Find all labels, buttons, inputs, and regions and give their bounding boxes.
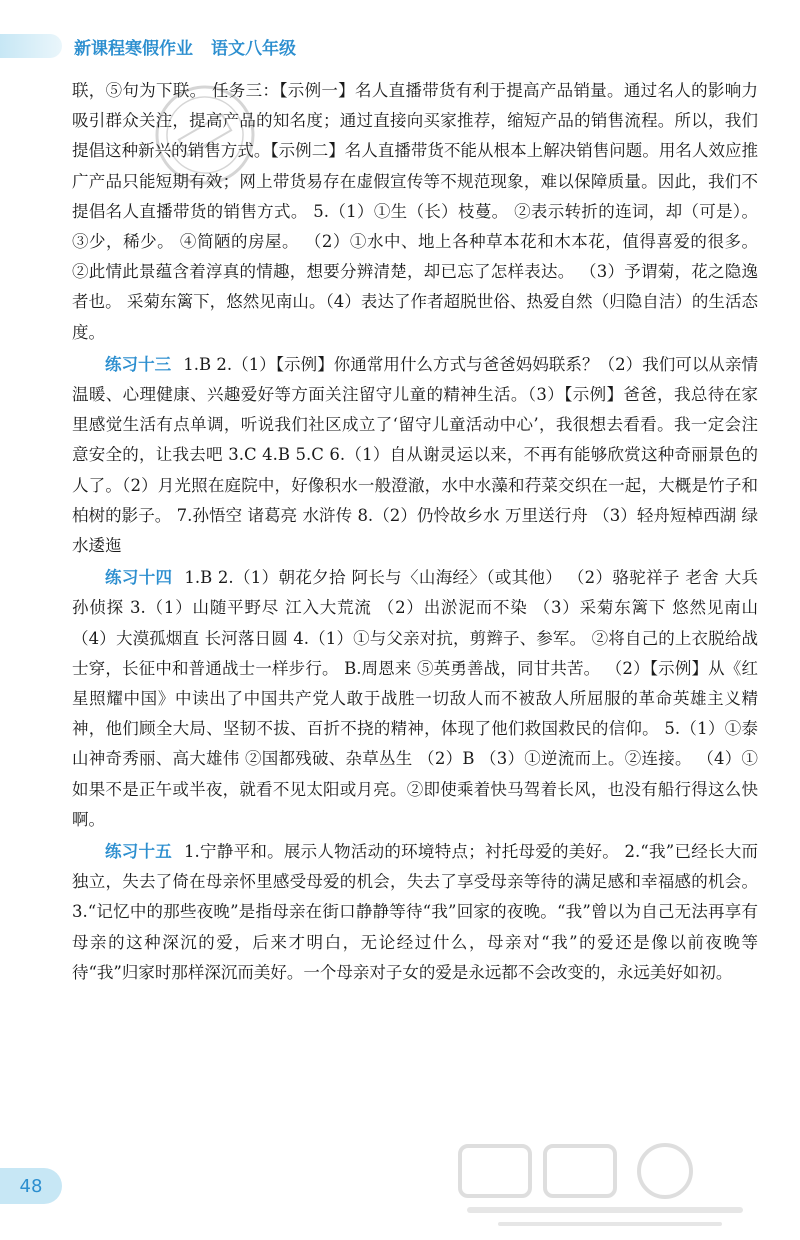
section-text: 1.B 2.（1）【示例】你通常用什么方式与爸爸妈妈联系？（2）我们可以从亲情温暖、心理健康、兴趣爱好等方面关注留守儿童的精神生活。（3）【示例】爸爸，我总待在家里感觉生活有点单调，听说我们社区成立了‘留守儿童活动中心’，我很想去看看。我一定会注意安全的，让我去吧 3.C 4.B 5.C 6.（1）自从谢灵运以来，不再有能够欣赏这种奇丽景色的人了。（2）月光照在庭院中，好像积水一般澄澈，水中水藻和荇菜交织在一起，大概是竹子和柏树的影子。 7.孙悟空 诸葛亮 水浒传 8.（2）仍怜故乡水 万里送行舟 （3）轻舟短棹西湖 绿水逶迤	[72, 354, 758, 556]
section-continued	[72, 76, 758, 348]
series-title: 新课程寒假作业	[74, 38, 193, 59]
section-text: 1.宁静平和。展示人物活动的环境特点；衬托母爱的美好。 2.“我”已经长大而独立，失去了倚在母亲怀里感受母爱的机会，失去了享受母亲等待的满足感和幸福感的机会。 3.“记忆中的那些夜晚”是指母亲在街口静静等待“我”回家的夜晚。“我”曾以为自己无法再享有母亲的这种深沉的爱，后来才明白，无论经过什么，母亲对“我”的爱还是像以前夜晚等待“我”归家时那样深沉而美好。一个母亲对子女的爱是永远都不会改变的，永远美好如初。	[72, 842, 758, 982]
running-header	[74, 34, 296, 58]
section-exercise-13	[72, 350, 758, 561]
answer-content	[72, 76, 758, 990]
page-number-badge	[0, 1168, 62, 1204]
subject-title: 语文八年级	[211, 38, 296, 59]
section-text: 联，⑤句为下联。 任务三：【示例一】名人直播带货有利于提高产品销量。通过名人的影响力吸引群众关注，提高产品的知名度；通过直接向买家推荐，缩短产品的销售流程。所以，我们提倡这种新兴的销售方式。【示例二】名人直播带货不能从根本上解决销售问题。用名人效应推广产品只能短期有效；网上带货易存在虚假宣传等不规范现象，难以保障质量。因此，我们不提倡名人直播带货的销售方式。 5.（1）①生（长）枝蔓。 ②表示转折的连词，却（可是）。 ③少，稀少。 ④简陋的房屋。 （2）①水中、地上各种草本花和木本花，值得喜爱的很多。 ②此情此景蕴含着淳真的情趣，想要分辨清楚，却已忘了怎样表达。 （3）予谓菊，花之隐逸者也。 采菊东篱下，悠然见南山。（4）表达了作者超脱世俗、热爱自然（归隐自洁）的生活态度。	[72, 81, 758, 342]
watermark-logo	[440, 1140, 780, 1236]
exercise-label: 练习十四	[105, 568, 173, 588]
exercise-label: 练习十五	[105, 842, 173, 862]
page-number: 48	[19, 1175, 43, 1197]
exercise-label: 练习十三	[105, 354, 172, 374]
section-exercise-14	[72, 563, 758, 835]
section-text: 1.B 2.（1）朝花夕拾 阿长与〈山海经〉（或其他） （2）骆驼祥子 老舍 大兵 孙侦探 3.（1）山随平野尽 江入大荒流 （2）出淤泥而不染 （3）采菊东篱下 悠然见南山 （4）大漠孤烟直 长河落日圆 4.（1）①与父亲对抗，剪辫子、参军。 ②将自己的上衣脱给战士穿，长征中和普通战士一样步行。 B.周恩来 ⑤英勇善战，同甘共苦。 （2）【示例】从《红星照耀中国》中读出了中国共产党人敢于战胜一切敌人而不被敌人所屈服的革命英雄主义精神，他们顾全大局、坚韧不拔、百折不挠的精神，体现了他们救国救民的信仰。 5.（1）①泰山神奇秀丽、高大雄伟 ②国都残破、杂草丛生 （2）B （3）①逆流而上。②连接。 （4）①如果不是正午或半夜，就看不见太阳或月亮。②即使乘着快马驾着长风，也没有船行得这么快啊。	[72, 568, 758, 829]
section-exercise-15	[72, 837, 758, 988]
header-band	[0, 34, 62, 58]
